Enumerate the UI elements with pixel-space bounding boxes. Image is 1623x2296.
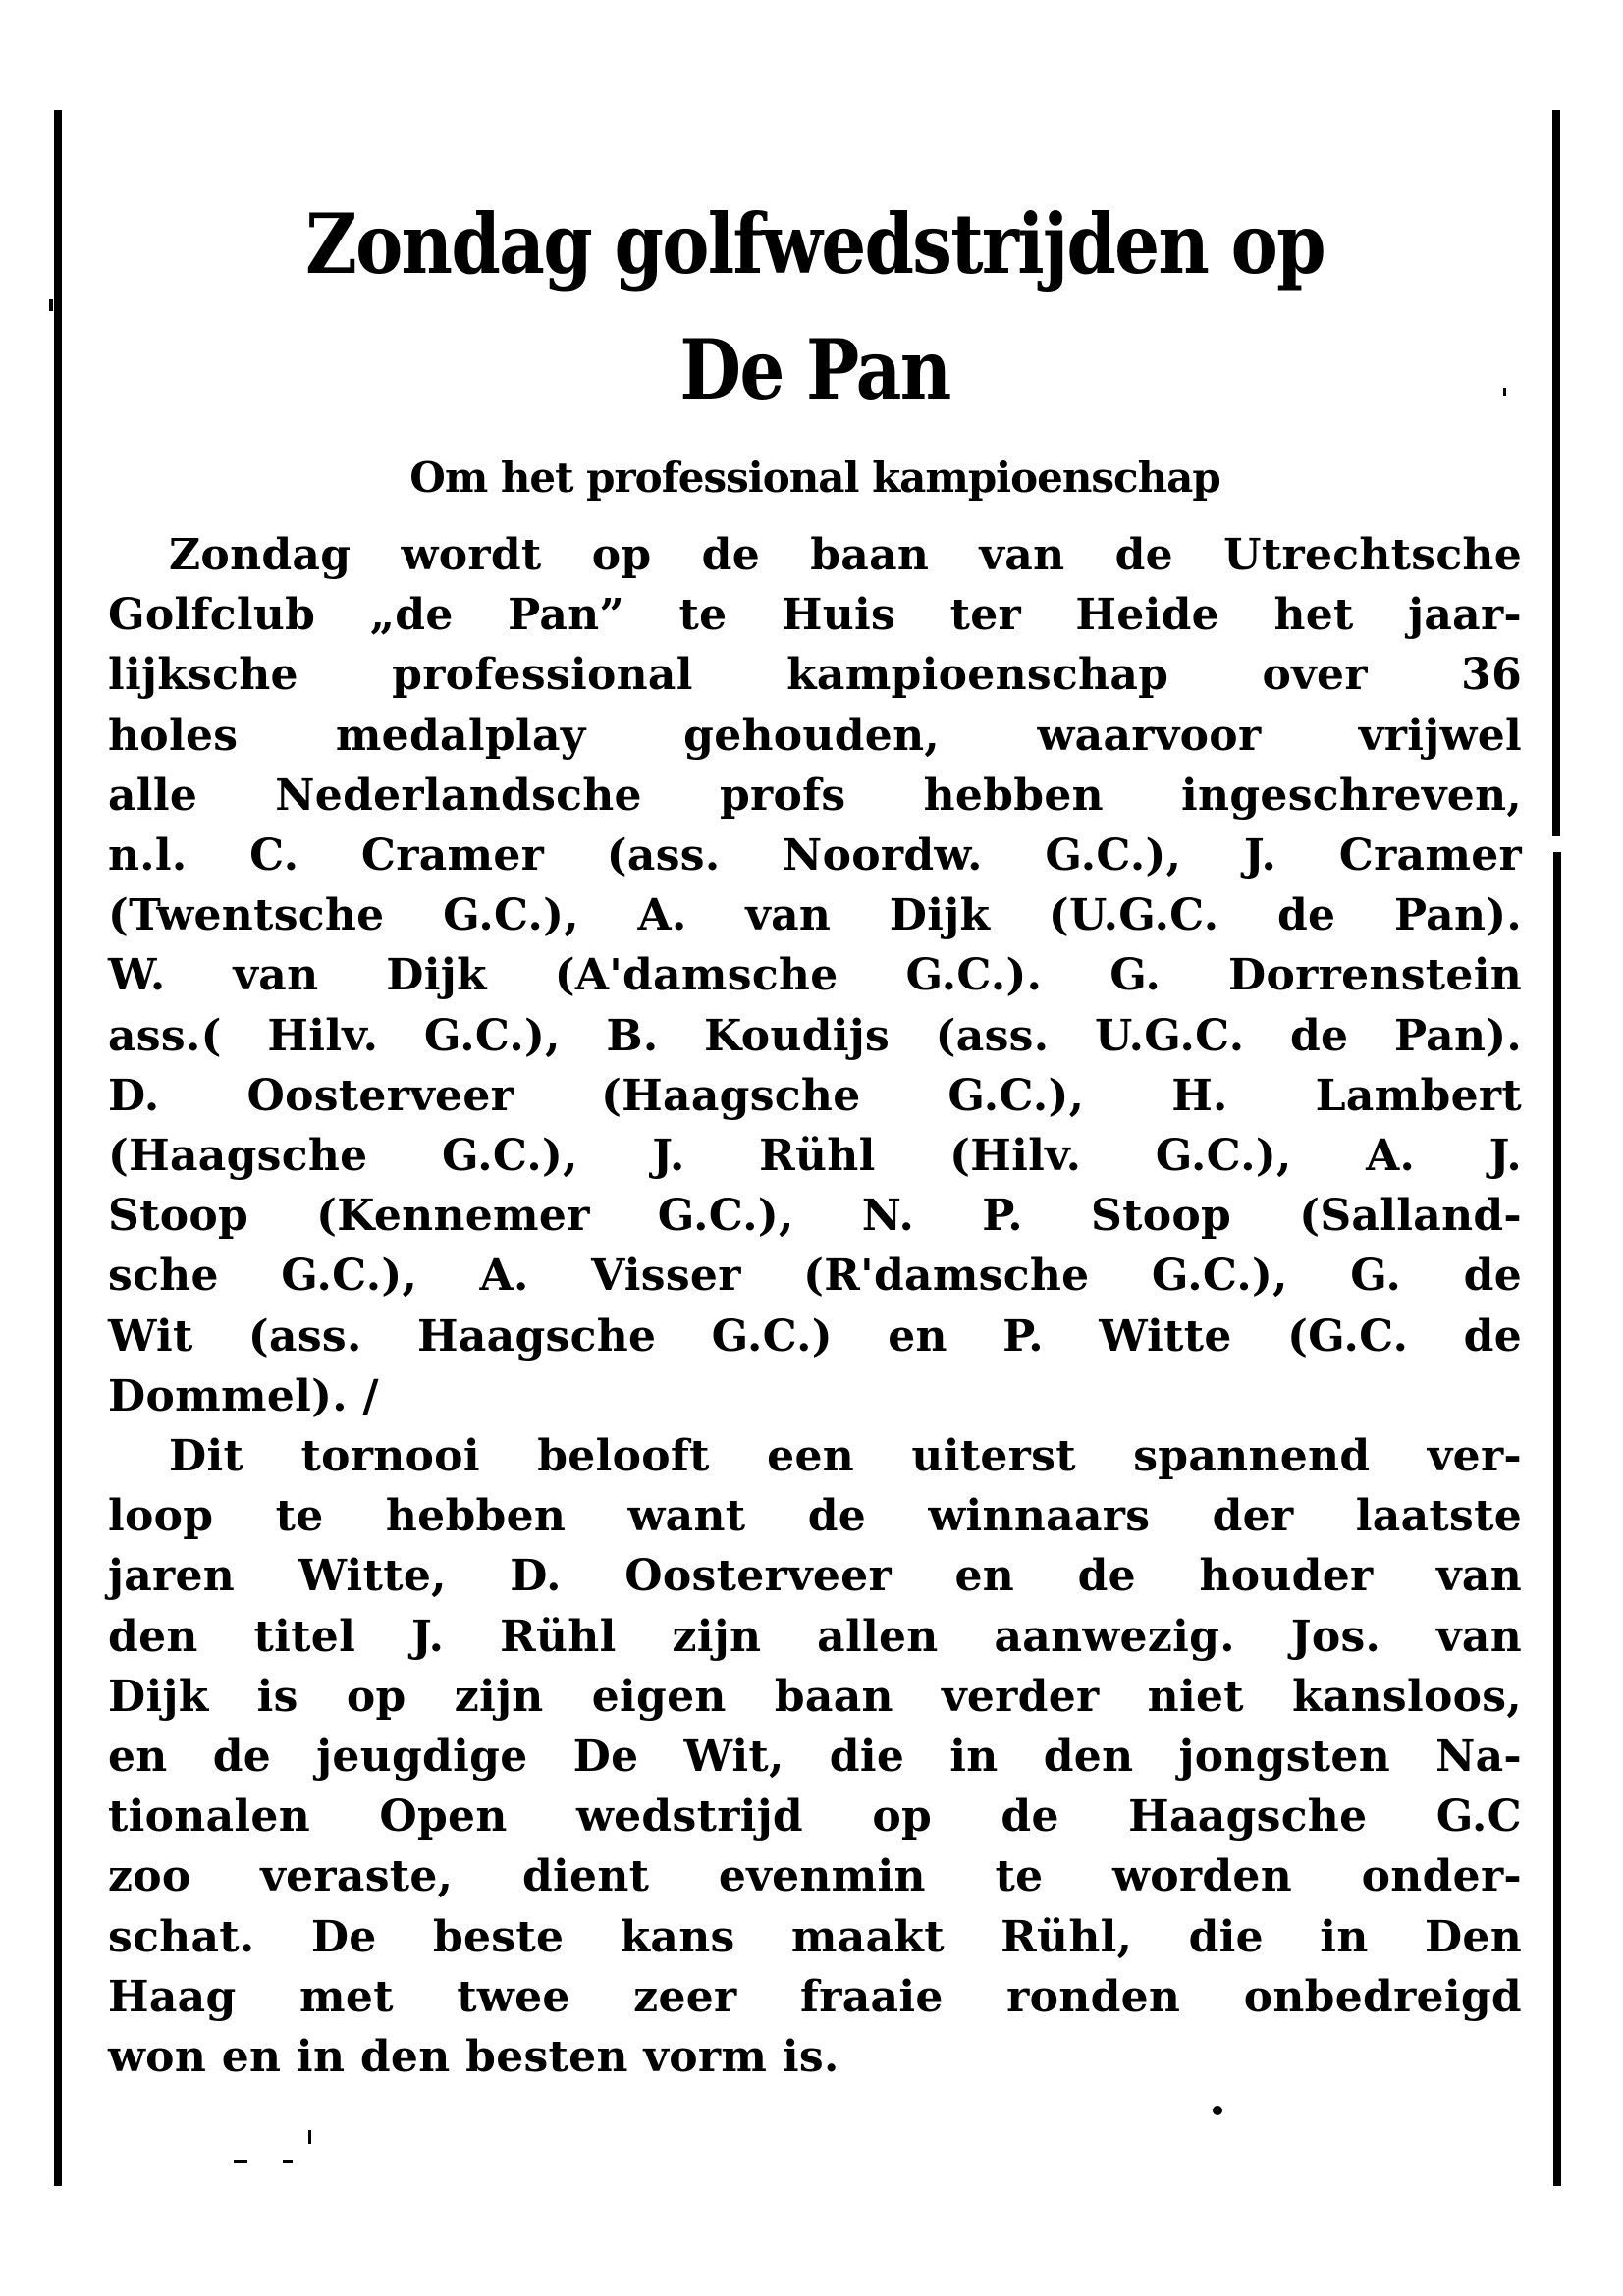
subheadline: Om het professional kampioenschap bbox=[409, 454, 1220, 502]
scan-speck bbox=[1503, 388, 1506, 396]
paragraph-2 bbox=[108, 1426, 1522, 2087]
text-line: lijksche professional kampioenschap over 36 bbox=[108, 650, 1522, 701]
text-line: den titel J. Rühl zijn allen aanwezig. Jos. van bbox=[108, 1611, 1522, 1662]
text-line: zoo veraste, dient evenmin te worden onder- bbox=[108, 1851, 1522, 1902]
text-line: tionalen Open wedstrijd op de Haagsche G.C bbox=[108, 1791, 1522, 1842]
paragraph-1 bbox=[108, 525, 1522, 1426]
text-line: ass.( Hilv. G.C.), B. Koudijs (ass. U.G.C. de Pan). bbox=[108, 1010, 1522, 1061]
text-line: holes medalplay gehouden, waarvoor vrijwel bbox=[108, 710, 1522, 761]
column-rule-left bbox=[54, 110, 62, 2186]
text-line: sche G.C.), A. Visser (R'damsche G.C.), G. de bbox=[108, 1251, 1522, 1302]
text-line: Dit tornooi belooft een uiterst spannend ver- bbox=[169, 1431, 1522, 1482]
headline-line-2: De Pan bbox=[679, 321, 950, 418]
text-line: schat. De beste kans maakt Rühl, die in Den bbox=[108, 1911, 1522, 1962]
text-line: W. van Dijk (A'damsche G.C.). G. Dorrenstein bbox=[108, 950, 1522, 1001]
scan-speck bbox=[283, 2160, 293, 2163]
scan-speck bbox=[308, 2130, 311, 2144]
newspaper-article bbox=[108, 182, 1522, 2087]
text-line: (Twentsche G.C.), A. van Dijk (U.G.C. de Pan). bbox=[108, 890, 1522, 941]
text-line: en de jeugdige De Wit, die in den jongsten Na- bbox=[108, 1732, 1522, 1783]
text-line: won en in den besten vorm is. bbox=[108, 2032, 839, 2083]
text-line: Wit (ass. Haagsche G.C.) en P. Witte (G.C. de bbox=[108, 1310, 1522, 1362]
column-rule-right-lower bbox=[1553, 852, 1561, 2186]
text-line: Stoop (Kennemer G.C.), N. P. Stoop (Salland- bbox=[108, 1191, 1522, 1242]
text-line: Golfclub „de Pan” te Huis ter Heide het jaar- bbox=[108, 590, 1522, 641]
text-line: alle Nederlandsche profs hebben ingeschreven, bbox=[108, 770, 1522, 821]
headline-line-1: Zondag golfwedstrijden op bbox=[305, 195, 1325, 293]
headline bbox=[207, 182, 1423, 433]
text-line: jaren Witte, D. Oosterveer en de houder van bbox=[108, 1551, 1522, 1602]
scan-speck bbox=[49, 299, 53, 311]
text-line: n.l. C. Cramer (ass. Noordw. G.C.), J. Cramer bbox=[108, 830, 1522, 881]
scan-speck bbox=[1213, 2106, 1222, 2115]
text-line: Dommel). / bbox=[108, 1370, 379, 1421]
text-line: Haag met twee zeer fraaie ronden onbedreigd bbox=[108, 1971, 1522, 2022]
text-line: loop te hebben want de winnaars der laatste bbox=[108, 1491, 1522, 1542]
text-line: D. Oosterveer (Haagsche G.C.), H. Lambert bbox=[108, 1070, 1522, 1121]
scan-speck bbox=[234, 2160, 247, 2163]
text-line: Zondag wordt op de baan van de Utrechtsche bbox=[169, 530, 1522, 580]
text-line: (Haagsche G.C.), J. Rühl (Hilv. G.C.), A. J. bbox=[108, 1131, 1522, 1182]
column-rule-right-upper bbox=[1552, 110, 1560, 836]
text-line: Dijk is op zijn eigen baan verder niet kansloos, bbox=[108, 1671, 1522, 1722]
